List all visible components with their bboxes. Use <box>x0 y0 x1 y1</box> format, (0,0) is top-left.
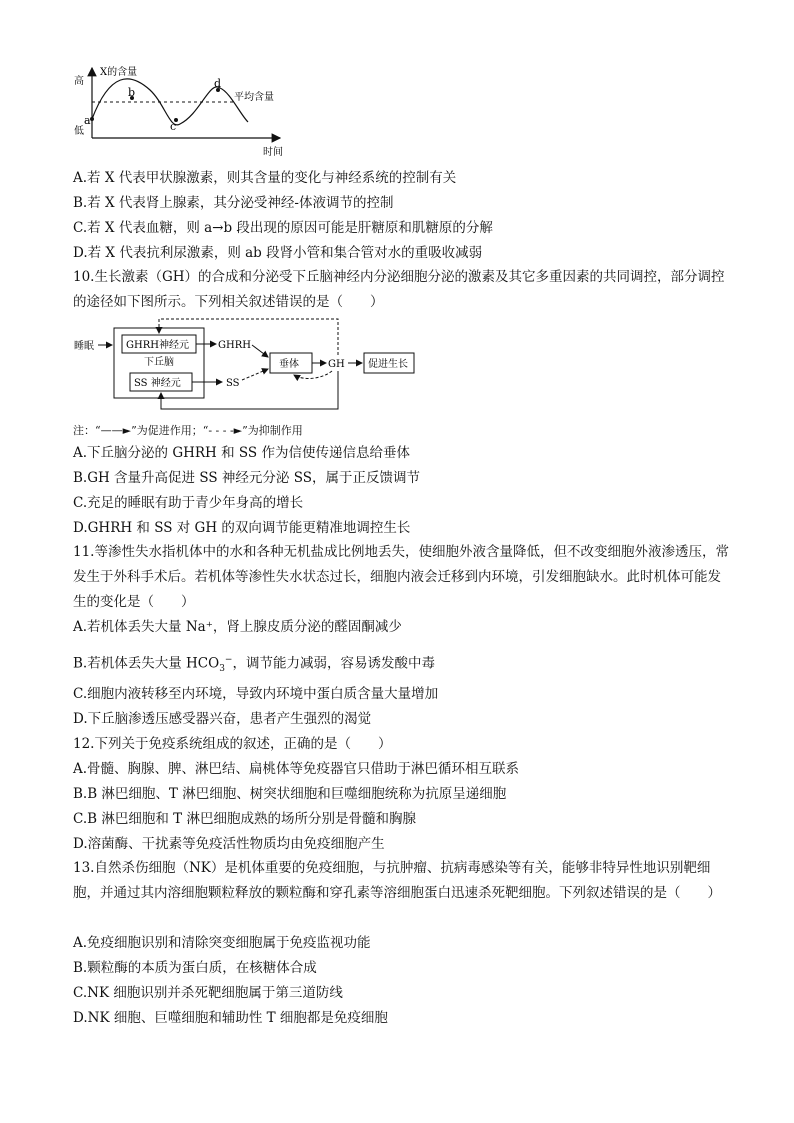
ss-neuron-label: SS 神经元 <box>134 378 181 389</box>
q13-option-d: D.NK 细胞、巨噬细胞和辅助性 T 细胞都是免疫细胞 <box>73 1010 388 1026</box>
content-curve-graph <box>70 62 300 162</box>
q10-option-c: C.充足的睡眠有助于青少年身高的增长 <box>73 495 304 511</box>
q11-option-b-pre: B.若机体丢失大量 HCO <box>73 655 220 672</box>
q11-option-b <box>73 650 435 679</box>
q12-option-b: B.B 淋巴细胞、T 淋巴细胞、树突状细胞和巨噬细胞统称为抗原呈递细胞 <box>73 786 507 802</box>
sleep-label: 睡眠 <box>74 341 94 352</box>
q9-option-d: D.若 X 代表抗利尿激素，则 ab 段肾小管和集合管对水的重吸收减弱 <box>73 245 483 261</box>
q10-option-b: B.GH 含量升高促进 SS 神经元分泌 SS，属于正反馈调节 <box>73 470 420 486</box>
q11-option-a: A.若机体丢失大量 Na⁺，肾上腺皮质分泌的醛固酮减少 <box>73 619 402 635</box>
q12-option-a: A.骨髓、胸腺、脾、淋巴结、扁桃体等免疫器官只借助于淋巴循环相互联系 <box>73 761 520 777</box>
hypothalamus-label: 下丘脑 <box>144 357 174 368</box>
gh-regulation-diagram <box>72 313 422 413</box>
ghrh-label: GHRH <box>218 340 251 351</box>
q12-option-c: C.B 淋巴细胞和 T 淋巴细胞成熟的场所分别是骨髓和胸腺 <box>73 811 416 827</box>
label-d: d <box>214 77 222 90</box>
gh-label: GH <box>328 359 345 370</box>
q13-option-b: B.颗粒酶的本质为蛋白质，在核糖体合成 <box>73 960 317 976</box>
q13-option-a: A.免疫细胞识别和清除突变细胞属于免疫监视功能 <box>73 935 371 951</box>
y-low-label: 低 <box>74 126 84 137</box>
growth-label: 促进生长 <box>368 359 408 370</box>
q11-option-b-post: ，调节能力减弱，容易诱发酸中毒 <box>232 655 435 672</box>
q10-note: 注：“——►”为促进作用；“- - - -►”为抑制作用 <box>73 424 303 437</box>
q13-stem: 13.自然杀伤细胞（NK）是机体重要的免疫细胞，与抗肿瘤、抗病毒感染等有关，能够非特异性地识别靶细胞，并通过其内溶细胞颗粒释放的颗粒酶和穿孔素等溶细胞蛋白迅速杀死靶细胞。下列叙述错误的是（ ） <box>73 860 721 901</box>
x-axis-label: 时间 <box>263 147 283 158</box>
y-axis-label: X的含量 <box>100 67 138 78</box>
q12-stem: 12.下列关于免疫系统组成的叙述，正确的是（ ） <box>73 736 392 752</box>
pituitary-label: 垂体 <box>279 359 299 370</box>
q12-option-d: D.溶菌酶、干扰素等免疫活性物质均由免疫细胞产生 <box>73 836 385 852</box>
y-high-label: 高 <box>74 76 84 87</box>
label-a: a <box>84 114 91 127</box>
q10-stem: 10.生长激素（GH）的合成和分泌受下丘脑神经内分泌细胞分泌的激素及其它多重因素的共同调控，部分调控的途径如下图所示。下列相关叙述错误的是（ ） <box>73 269 725 310</box>
label-c: c <box>170 120 177 133</box>
q11-option-d: D.下丘脑渗透压感受器兴奋，患者产生强烈的渴觉 <box>73 711 372 727</box>
carbonate-superscript: − <box>224 655 233 665</box>
q10-option-a: A.下丘脑分泌的 GHRH 和 SS 作为信使传递信息给垂体 <box>73 445 410 461</box>
point-a <box>90 117 94 121</box>
q13-option-c: C.NK 细胞识别并杀死靶细胞属于第三道防线 <box>73 985 343 1001</box>
ss-label: SS <box>226 378 240 389</box>
mean-label: 平均含量 <box>234 92 274 103</box>
carbonate-subscript: 3 <box>219 664 225 675</box>
q9-option-c: C.若 X 代表血糖，则 a→b 段出现的原因可能是肝糖原和肌糖原的分解 <box>73 220 493 236</box>
q9-option-b: B.若 X 代表肾上腺素，其分泌受神经-体液调节的控制 <box>73 195 394 211</box>
q11-option-c: C.细胞内液转移至内环境，导致内环境中蛋白质含量大量增加 <box>73 686 439 702</box>
q10-option-d: D.GHRH 和 SS 对 GH 的双向调节能更精准地调控生长 <box>73 520 411 536</box>
ghrh-neuron-label: GHRH神经元 <box>126 340 189 351</box>
label-b: b <box>128 86 136 99</box>
q11-stem: 11.等渗性失水指机体中的水和各种无机盐成比例地丢失，使细胞外液含量降低，但不改变细胞外液渗透压，常发生于外科手术后。若机体等渗性失水状态过长，细胞内液会迁移到内环境，引发细胞缺水。此时机体可能发生的变化是（ ） <box>73 544 729 610</box>
q9-option-a: A.若 X 代表甲状腺激素，则其含量的变化与神经系统的控制有关 <box>73 170 457 186</box>
